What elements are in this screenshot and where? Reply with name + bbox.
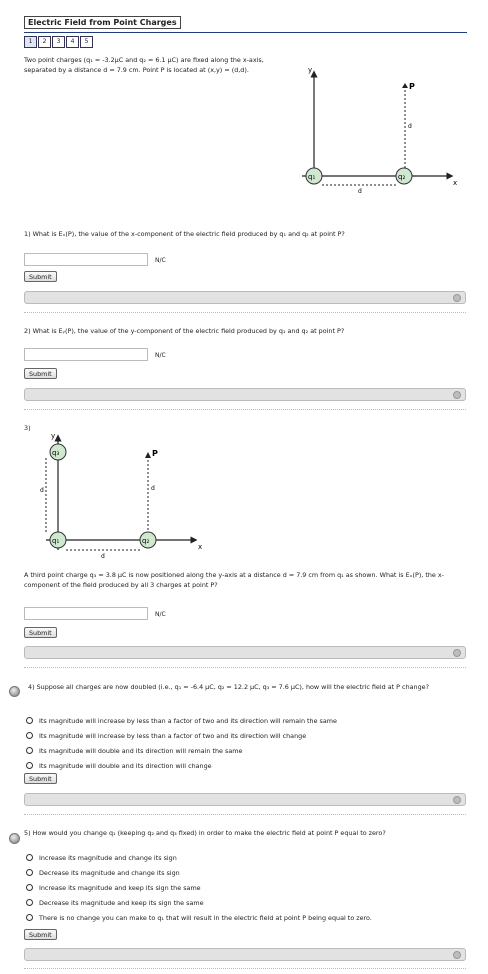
answer-3-unit: N/C — [155, 611, 166, 618]
divider — [24, 312, 466, 313]
page-nav — [24, 36, 94, 48]
problem-intro: Two point charges (q₁ = -3.2μC and q₂ = 6.1 μC) are fixed along the x-axis, separated by a distance d = 7.9 cm. Point P is located at (x,y) = (d,d). — [24, 56, 264, 74]
q5-options — [26, 850, 372, 925]
y-axis-label: y — [51, 432, 56, 440]
hint-bulb-icon — [9, 833, 20, 844]
page-link-4[interactable]: 4 — [66, 36, 79, 48]
option-label: Its magnitude will increase by less than a factor of two and its direction will change — [39, 731, 307, 740]
option-label: Its magnitude will increase by less than a factor of two and its direction will remain the same — [39, 716, 337, 725]
d-label-horizontal: d — [358, 188, 362, 195]
title-divider — [24, 32, 467, 33]
radio-button[interactable] — [26, 762, 33, 769]
question-3-number: 3) — [24, 424, 31, 432]
point-p-label: P — [409, 82, 415, 91]
answer-2-unit: N/C — [155, 352, 166, 359]
divider — [24, 409, 466, 410]
option-label: Decrease its magnitude and keep its sign the same — [39, 898, 204, 907]
radio-button[interactable] — [26, 914, 33, 921]
diagram-two-charges — [290, 62, 470, 202]
submit-4-button[interactable]: Submit — [24, 773, 57, 784]
option-label: Decrease its magnitude and change its sign — [39, 868, 180, 877]
radio-button[interactable] — [26, 899, 33, 906]
radio-button[interactable] — [26, 854, 33, 861]
feedback-bar-4[interactable] — [24, 793, 466, 806]
divider — [24, 667, 466, 668]
d-label-horizontal: d — [101, 553, 105, 560]
radio-button[interactable] — [26, 884, 33, 891]
submit-1-button[interactable]: Submit — [24, 271, 57, 282]
x-axis-label: x — [453, 179, 458, 187]
feedback-bar-2[interactable] — [24, 388, 466, 401]
submit-5-button[interactable]: Submit — [24, 929, 57, 940]
option-label: Its magnitude will double and its direction will change — [39, 761, 212, 770]
radio-button[interactable] — [26, 732, 33, 739]
question-1-text: 1) What is Eₓ(P), the value of the x-component of the electric field produced by q₁ and q₂ at point P? — [24, 230, 345, 238]
x-axis-label: x — [198, 543, 203, 551]
page-title: Electric Field from Point Charges — [24, 16, 181, 29]
q5-option[interactable] — [26, 880, 372, 895]
q5-option[interactable] — [26, 910, 372, 925]
option-label: There is no change you can make to q₁ that will result in the electric field at point P being equal to zero. — [39, 913, 372, 922]
q4-option[interactable] — [26, 713, 337, 728]
d-label-left: d — [40, 487, 44, 494]
y-axis-label: y — [308, 66, 313, 74]
charge-q2-label: q₂ — [142, 537, 150, 545]
radio-button[interactable] — [26, 747, 33, 754]
q5-option[interactable] — [26, 850, 372, 865]
expand-icon[interactable] — [453, 951, 461, 959]
diagram-three-charges — [30, 430, 210, 570]
point-p-marker — [145, 452, 151, 458]
charge-q2-label: q₂ — [398, 173, 406, 181]
feedback-bar-3[interactable] — [24, 646, 466, 659]
page-link-3[interactable]: 3 — [52, 36, 65, 48]
feedback-bar-5[interactable] — [24, 948, 466, 961]
question-3-text: A third point charge q₃ = 3.8 μC is now positioned along the y-axis at a distance d = 7.9 cm from q₁ as shown. What is Eₓ(P), the x-component of the field produced by all 3 charges at point P? — [24, 571, 444, 589]
option-label: Increase its magnitude and change its sign — [39, 853, 177, 862]
d-label-vertical: d — [151, 485, 155, 492]
expand-icon[interactable] — [453, 391, 461, 399]
page-link-2[interactable]: 2 — [38, 36, 51, 48]
q4-option[interactable] — [26, 728, 337, 743]
q5-option[interactable] — [26, 895, 372, 910]
question-2-text: 2) What is Eᵧ(P), the value of the y-component of the electric field produced by q₁ and q₂ at point P? — [24, 327, 345, 335]
expand-icon[interactable] — [453, 294, 461, 302]
q4-option[interactable] — [26, 758, 337, 773]
radio-button[interactable] — [26, 717, 33, 724]
page-link-5[interactable]: 5 — [80, 36, 93, 48]
answer-2-input[interactable] — [24, 348, 148, 361]
question-5-text: 5) How would you change q₁ (keeping q₂ and q₃ fixed) in order to make the electric field at point P equal to zero? — [24, 829, 386, 837]
answer-1-unit: N/C — [155, 257, 166, 264]
option-label: Its magnitude will double and its direction will remain the same — [39, 746, 243, 755]
divider — [24, 968, 466, 969]
point-p-label: P — [152, 449, 158, 458]
charge-q1-label: q₁ — [52, 537, 60, 545]
submit-3-button[interactable]: Submit — [24, 627, 57, 638]
hint-bulb-icon — [9, 686, 20, 697]
radio-button[interactable] — [26, 869, 33, 876]
feedback-bar-1[interactable] — [24, 291, 466, 304]
divider — [24, 814, 466, 815]
expand-icon[interactable] — [453, 796, 461, 804]
option-label: Increase its magnitude and keep its sign the same — [39, 883, 201, 892]
page-link-1[interactable]: 1 — [24, 36, 37, 48]
question-4-text: 4) Suppose all charges are now doubled (i.e., q₁ = -6.4 μC, q₂ = 12.2 μC, q₃ = 7.6 μC), how will the electric field at P change? — [28, 683, 429, 691]
q4-option[interactable] — [26, 743, 337, 758]
point-p-marker — [402, 83, 408, 88]
charge-q3-label: q₃ — [52, 449, 60, 457]
answer-1-input[interactable] — [24, 253, 148, 266]
q4-options — [26, 713, 337, 773]
q5-option[interactable] — [26, 865, 372, 880]
d-label-vertical: d — [408, 123, 412, 130]
expand-icon[interactable] — [453, 649, 461, 657]
submit-2-button[interactable]: Submit — [24, 368, 57, 379]
answer-3-input[interactable] — [24, 607, 148, 620]
charge-q1-label: q₁ — [308, 173, 316, 181]
